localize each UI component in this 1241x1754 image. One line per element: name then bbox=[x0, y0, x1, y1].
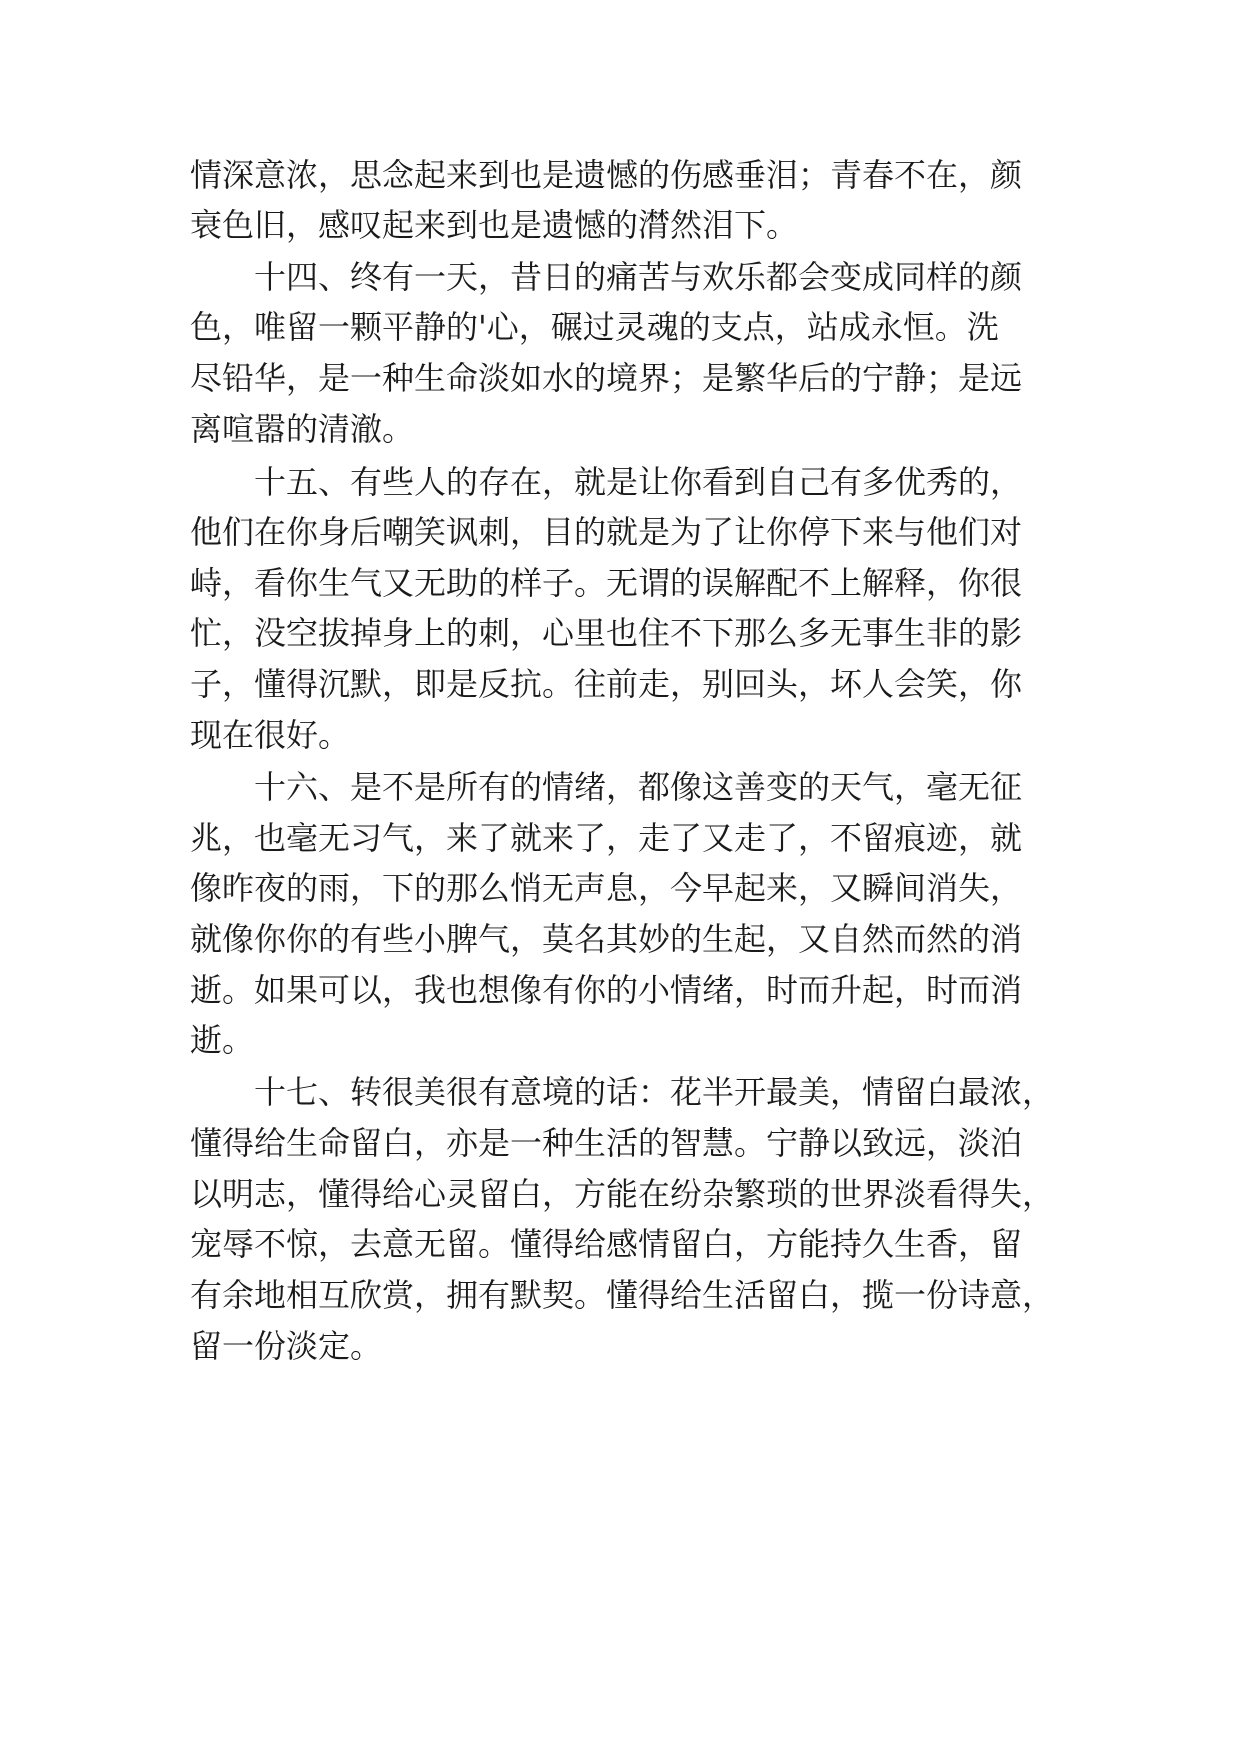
paragraph-1-line-1: 情深意浓，思念起来到也是遗憾的伤感垂泪；青春不在，颜 bbox=[190, 156, 1023, 194]
paragraph-1-line-2: 衰色旧，感叹起来到也是遗憾的潸然泪下。 bbox=[190, 206, 799, 244]
paragraph-3-line-1: 十五、有些人的存在，就是让你看到自己有多优秀的， bbox=[254, 463, 1023, 501]
paragraph-2-line-2: 色，唯留一颗平静的'心，碾过灵魂的支点，站成永恒。洗 bbox=[190, 308, 999, 346]
paragraph-3-line-6: 现在很好。 bbox=[190, 716, 351, 754]
paragraph-5-line-1: 十七、转很美很有意境的话：花半开最美，情留白最浓， bbox=[254, 1073, 1055, 1111]
paragraph-2-line-1: 十四、终有一天，昔日的痛苦与欢乐都会变成同样的颜 bbox=[254, 258, 1023, 296]
paragraph-4-line-3: 像昨夜的雨，下的那么悄无声息，今早起来，又瞬间消失， bbox=[190, 869, 1023, 907]
paragraph-4-line-6: 逝。 bbox=[190, 1021, 255, 1059]
paragraph-5-line-2: 懂得给生命留白，亦是一种生活的智慧。宁静以致远，淡泊 bbox=[190, 1124, 1023, 1162]
paragraph-4-line-1: 十六、是不是所有的情绪，都像这善变的天气，毫无征 bbox=[254, 768, 1023, 806]
paragraph-4-line-4: 就像你你的有些小脾气，莫名其妙的生起，又自然而然的消 bbox=[190, 920, 1023, 958]
paragraph-4-line-5: 逝。如果可以，我也想像有你的小情绪，时而升起，时而消 bbox=[190, 971, 1023, 1009]
paragraph-2-line-3: 尽铅华，是一种生命淡如水的境界；是繁华后的宁静；是远 bbox=[190, 359, 1023, 397]
paragraph-3-line-3: 峙，看你生气又无助的样子。无谓的误解配不上解释，你很 bbox=[190, 564, 1023, 602]
paragraph-3-line-2: 他们在你身后嘲笑讽刺，目的就是为了让你停下来与他们对 bbox=[190, 513, 1023, 551]
paragraph-2-line-4: 离喧嚣的清澈。 bbox=[190, 410, 415, 448]
paragraph-3-line-5: 子，懂得沉默，即是反抗。往前走，别回头，坏人会笑，你 bbox=[190, 665, 1023, 703]
paragraph-4-line-2: 兆，也毫无习气，来了就来了，走了又走了，不留痕迹，就 bbox=[190, 819, 1023, 857]
paragraph-5-line-5: 有余地相互欣赏，拥有默契。懂得给生活留白，揽一份诗意， bbox=[190, 1276, 1055, 1314]
paragraph-5-line-6: 留一份淡定。 bbox=[190, 1327, 383, 1365]
paragraph-3-line-4: 忙，没空拔掉身上的刺，心里也住不下那么多无事生非的影 bbox=[190, 614, 1023, 652]
paragraph-5-line-3: 以明志，懂得给心灵留白，方能在纷杂繁琐的世界淡看得失， bbox=[190, 1175, 1055, 1213]
paragraph-5-line-4: 宠辱不惊，去意无留。懂得给感情留白，方能持久生香，留 bbox=[190, 1225, 1023, 1263]
